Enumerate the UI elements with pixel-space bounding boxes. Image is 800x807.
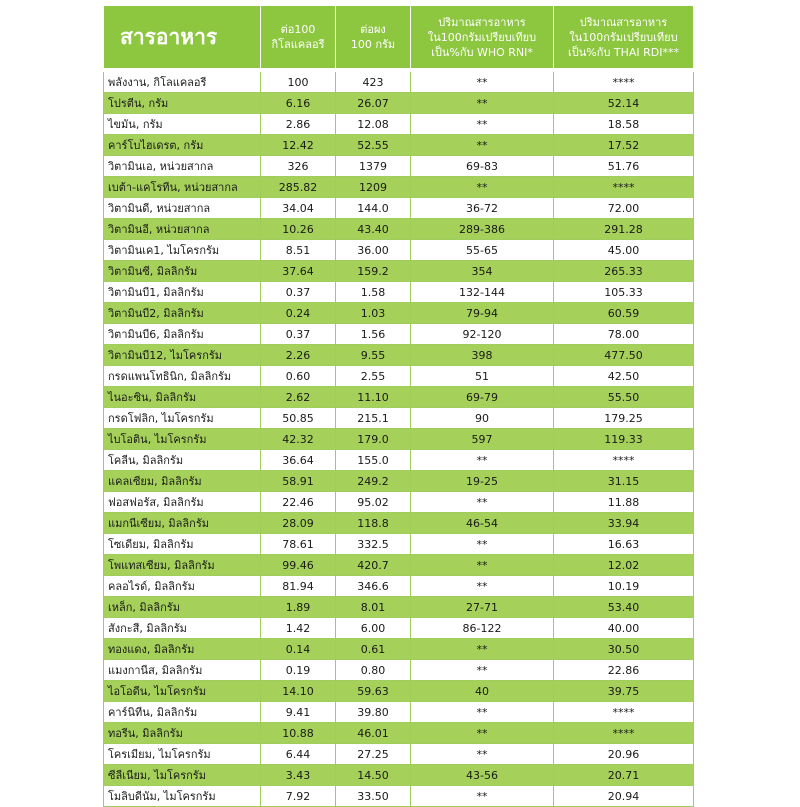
- cell-nutrient: โปรตีน, กรัม: [104, 93, 261, 114]
- cell-per-100-kcal: 2.26: [261, 345, 336, 366]
- cell-per-100-kcal: 22.46: [261, 492, 336, 513]
- cell-per-100-kcal: 12.42: [261, 135, 336, 156]
- cell-per-100g: 46.01: [336, 723, 411, 744]
- header-line: 100 กรัม: [350, 38, 396, 51]
- cell-thai-rdi: 11.88: [554, 492, 694, 513]
- cell-per-100g: 118.8: [336, 513, 411, 534]
- cell-nutrient: วิตามินดี, หน่วยสากล: [104, 198, 261, 219]
- cell-per-100g: 33.50: [336, 786, 411, 807]
- cell-who-rni: 69-83: [411, 156, 554, 177]
- cell-per-100-kcal: 9.41: [261, 702, 336, 723]
- cell-per-100-kcal: 36.64: [261, 450, 336, 471]
- cell-per-100g: 0.80: [336, 660, 411, 681]
- cell-per-100-kcal: 0.24: [261, 303, 336, 324]
- cell-thai-rdi: 105.33: [554, 282, 694, 303]
- cell-per-100g: 14.50: [336, 765, 411, 786]
- header-nutrient-label: สารอาหาร: [120, 24, 218, 49]
- cell-nutrient: ฟอสฟอรัส, มิลลิกรัม: [104, 492, 261, 513]
- header-who-rni: [411, 6, 554, 71]
- cell-who-rni: 398: [411, 345, 554, 366]
- table-row: [104, 723, 694, 744]
- cell-per-100-kcal: 58.91: [261, 471, 336, 492]
- cell-per-100-kcal: 28.09: [261, 513, 336, 534]
- cell-nutrient: ทองแดง, มิลลิกรัม: [104, 639, 261, 660]
- nutrition-table: [103, 5, 694, 807]
- header-line: ปริมาณสารอาหาร: [579, 15, 668, 29]
- cell-per-100-kcal: 0.60: [261, 366, 336, 387]
- table-row: [104, 555, 694, 576]
- cell-per-100g: 1379: [336, 156, 411, 177]
- cell-who-rni: 354: [411, 261, 554, 282]
- table-row: [104, 618, 694, 639]
- table-row: [104, 366, 694, 387]
- cell-thai-rdi: 18.58: [554, 114, 694, 135]
- table-row: [104, 471, 694, 492]
- cell-per-100g: 332.5: [336, 534, 411, 555]
- cell-who-rni: 46-54: [411, 513, 554, 534]
- header-line: ใน100กรัมเปรียบเทียบ: [427, 30, 537, 44]
- cell-per-100g: 27.25: [336, 744, 411, 765]
- cell-per-100g: 1209: [336, 177, 411, 198]
- cell-per-100-kcal: 42.32: [261, 429, 336, 450]
- cell-thai-rdi: 31.15: [554, 471, 694, 492]
- cell-per-100-kcal: 14.10: [261, 681, 336, 702]
- cell-per-100g: 346.6: [336, 576, 411, 597]
- table-row: [104, 240, 694, 261]
- cell-thai-rdi: 291.28: [554, 219, 694, 240]
- cell-per-100-kcal: 326: [261, 156, 336, 177]
- nutrition-table-container: [103, 5, 693, 807]
- header-per-100g-powder: [336, 6, 411, 71]
- cell-nutrient: โคลีน, มิลลิกรัม: [104, 450, 261, 471]
- cell-thai-rdi: 53.40: [554, 597, 694, 618]
- cell-who-rni: 55-65: [411, 240, 554, 261]
- cell-per-100g: 6.00: [336, 618, 411, 639]
- cell-thai-rdi: 20.96: [554, 744, 694, 765]
- cell-who-rni: **: [411, 744, 554, 765]
- table-row: [104, 219, 694, 240]
- cell-per-100-kcal: 2.86: [261, 114, 336, 135]
- cell-who-rni: 90: [411, 408, 554, 429]
- cell-thai-rdi: 12.02: [554, 555, 694, 576]
- cell-nutrient: วิตามินบี6, มิลลิกรัม: [104, 324, 261, 345]
- cell-who-rni: 132-144: [411, 282, 554, 303]
- cell-nutrient: โมลิบดีนัม, ไมโครกรัม: [104, 786, 261, 807]
- cell-thai-rdi: 45.00: [554, 240, 694, 261]
- table-row: [104, 261, 694, 282]
- cell-per-100-kcal: 2.62: [261, 387, 336, 408]
- cell-who-rni: **: [411, 70, 554, 93]
- table-row: [104, 576, 694, 597]
- cell-per-100g: 8.01: [336, 597, 411, 618]
- cell-per-100-kcal: 10.26: [261, 219, 336, 240]
- table-row: [104, 765, 694, 786]
- cell-per-100g: 59.63: [336, 681, 411, 702]
- cell-per-100g: 159.2: [336, 261, 411, 282]
- table-row: [104, 135, 694, 156]
- cell-thai-rdi: 22.86: [554, 660, 694, 681]
- cell-per-100-kcal: 7.92: [261, 786, 336, 807]
- cell-nutrient: เบต้า-แคโรทีน, หน่วยสากล: [104, 177, 261, 198]
- cell-per-100g: 1.58: [336, 282, 411, 303]
- cell-thai-rdi: 40.00: [554, 618, 694, 639]
- cell-thai-rdi: 33.94: [554, 513, 694, 534]
- cell-thai-rdi: 119.33: [554, 429, 694, 450]
- cell-nutrient: ไนอะซิน, มิลลิกรัม: [104, 387, 261, 408]
- cell-who-rni: 36-72: [411, 198, 554, 219]
- table-row: [104, 345, 694, 366]
- cell-nutrient: กรดแพนโทธินิก, มิลลิกรัม: [104, 366, 261, 387]
- cell-nutrient: คาร์นิทีน, มิลลิกรัม: [104, 702, 261, 723]
- header-row: [104, 6, 694, 71]
- header-nutrient: [104, 6, 261, 71]
- cell-per-100-kcal: 81.94: [261, 576, 336, 597]
- cell-per-100-kcal: 285.82: [261, 177, 336, 198]
- table-row: [104, 114, 694, 135]
- cell-per-100-kcal: 37.64: [261, 261, 336, 282]
- cell-thai-rdi: 42.50: [554, 366, 694, 387]
- cell-per-100-kcal: 0.37: [261, 324, 336, 345]
- cell-per-100g: 9.55: [336, 345, 411, 366]
- table-row: [104, 681, 694, 702]
- cell-who-rni: 69-79: [411, 387, 554, 408]
- cell-per-100g: 12.08: [336, 114, 411, 135]
- cell-per-100-kcal: 6.44: [261, 744, 336, 765]
- table-row: [104, 450, 694, 471]
- cell-who-rni: **: [411, 93, 554, 114]
- cell-thai-rdi: 39.75: [554, 681, 694, 702]
- table-row: [104, 513, 694, 534]
- cell-thai-rdi: 20.71: [554, 765, 694, 786]
- header-thai-rdi: [554, 6, 694, 71]
- table-row: [104, 324, 694, 345]
- cell-thai-rdi: 30.50: [554, 639, 694, 660]
- cell-per-100-kcal: 78.61: [261, 534, 336, 555]
- cell-nutrient: ไขมัน, กรัม: [104, 114, 261, 135]
- cell-nutrient: พลังงาน, กิโลแคลอรี: [104, 70, 261, 93]
- cell-per-100g: 420.7: [336, 555, 411, 576]
- cell-per-100-kcal: 100: [261, 70, 336, 93]
- cell-per-100g: 26.07: [336, 93, 411, 114]
- cell-who-rni: 92-120: [411, 324, 554, 345]
- cell-nutrient: โซเดียม, มิลลิกรัม: [104, 534, 261, 555]
- cell-who-rni: 43-56: [411, 765, 554, 786]
- cell-thai-rdi: 20.94: [554, 786, 694, 807]
- cell-nutrient: วิตามินเอ, หน่วยสากล: [104, 156, 261, 177]
- cell-per-100g: 155.0: [336, 450, 411, 471]
- table-row: [104, 303, 694, 324]
- table-row: [104, 387, 694, 408]
- cell-thai-rdi: 60.59: [554, 303, 694, 324]
- cell-who-rni: **: [411, 555, 554, 576]
- cell-thai-rdi: 179.25: [554, 408, 694, 429]
- cell-per-100-kcal: 99.46: [261, 555, 336, 576]
- cell-per-100g: 11.10: [336, 387, 411, 408]
- cell-nutrient: โพแทสเซียม, มิลลิกรัม: [104, 555, 261, 576]
- cell-nutrient: ซีลีเนียม, ไมโครกรัม: [104, 765, 261, 786]
- cell-who-rni: **: [411, 114, 554, 135]
- table-row: [104, 198, 694, 219]
- cell-per-100g: 423: [336, 70, 411, 93]
- cell-thai-rdi: 52.14: [554, 93, 694, 114]
- cell-thai-rdi: 55.50: [554, 387, 694, 408]
- cell-thai-rdi: 477.50: [554, 345, 694, 366]
- cell-who-rni: 597: [411, 429, 554, 450]
- cell-per-100g: 1.03: [336, 303, 411, 324]
- table-row: [104, 70, 694, 93]
- cell-per-100-kcal: 10.88: [261, 723, 336, 744]
- table-body: [104, 70, 694, 807]
- table-row: [104, 492, 694, 513]
- cell-who-rni: **: [411, 576, 554, 597]
- header-line: กิโลแคลอรี: [271, 38, 325, 51]
- cell-per-100-kcal: 50.85: [261, 408, 336, 429]
- cell-per-100-kcal: 0.19: [261, 660, 336, 681]
- cell-per-100-kcal: 1.89: [261, 597, 336, 618]
- cell-thai-rdi: ****: [554, 723, 694, 744]
- table-row: [104, 429, 694, 450]
- cell-per-100g: 179.0: [336, 429, 411, 450]
- cell-nutrient: แมกนีเซียม, มิลลิกรัม: [104, 513, 261, 534]
- cell-who-rni: **: [411, 702, 554, 723]
- cell-who-rni: 86-122: [411, 618, 554, 639]
- cell-nutrient: วิตามินบี1, มิลลิกรัม: [104, 282, 261, 303]
- header-per-100-kcal: [261, 6, 336, 71]
- cell-who-rni: **: [411, 135, 554, 156]
- cell-nutrient: วิตามินซี, มิลลิกรัม: [104, 261, 261, 282]
- cell-per-100g: 43.40: [336, 219, 411, 240]
- cell-who-rni: 19-25: [411, 471, 554, 492]
- table-row: [104, 534, 694, 555]
- cell-nutrient: วิตามินอี, หน่วยสากล: [104, 219, 261, 240]
- header-line: ปริมาณสารอาหาร: [438, 15, 526, 29]
- table-row: [104, 639, 694, 660]
- cell-nutrient: คาร์โบไฮเดรต, กรัม: [104, 135, 261, 156]
- cell-who-rni: **: [411, 450, 554, 471]
- cell-nutrient: โครเมียม, ไมโครกรัม: [104, 744, 261, 765]
- cell-nutrient: ไอโอดีน, ไมโครกรัม: [104, 681, 261, 702]
- cell-per-100-kcal: 0.14: [261, 639, 336, 660]
- cell-per-100g: 52.55: [336, 135, 411, 156]
- table-row: [104, 408, 694, 429]
- table-row: [104, 660, 694, 681]
- header-line: เป็น%กับ THAI RDI***: [568, 45, 679, 59]
- table-row: [104, 93, 694, 114]
- cell-nutrient: ทอรีน, มิลลิกรัม: [104, 723, 261, 744]
- cell-who-rni: **: [411, 492, 554, 513]
- cell-nutrient: ไบโอติน, ไมโครกรัม: [104, 429, 261, 450]
- header-line: เป็น%กับ WHO RNI*: [431, 45, 533, 59]
- cell-thai-rdi: ****: [554, 177, 694, 198]
- cell-thai-rdi: 78.00: [554, 324, 694, 345]
- cell-thai-rdi: 10.19: [554, 576, 694, 597]
- cell-thai-rdi: 51.76: [554, 156, 694, 177]
- cell-per-100g: 144.0: [336, 198, 411, 219]
- cell-nutrient: วิตามินบี12, ไมโครกรัม: [104, 345, 261, 366]
- table-row: [104, 702, 694, 723]
- cell-per-100g: 36.00: [336, 240, 411, 261]
- header-line: ต่อ100: [280, 23, 316, 36]
- cell-per-100-kcal: 6.16: [261, 93, 336, 114]
- cell-per-100-kcal: 8.51: [261, 240, 336, 261]
- table-row: [104, 786, 694, 807]
- table-row: [104, 744, 694, 765]
- cell-per-100g: 2.55: [336, 366, 411, 387]
- table-row: [104, 597, 694, 618]
- cell-per-100g: 95.02: [336, 492, 411, 513]
- cell-thai-rdi: 265.33: [554, 261, 694, 282]
- cell-nutrient: วิตามินเค1, ไมโครกรัม: [104, 240, 261, 261]
- table-row: [104, 156, 694, 177]
- cell-per-100-kcal: 34.04: [261, 198, 336, 219]
- cell-per-100-kcal: 0.37: [261, 282, 336, 303]
- cell-per-100g: 249.2: [336, 471, 411, 492]
- cell-who-rni: **: [411, 177, 554, 198]
- cell-per-100g: 0.61: [336, 639, 411, 660]
- cell-nutrient: วิตามินบี2, มิลลิกรัม: [104, 303, 261, 324]
- cell-who-rni: 51: [411, 366, 554, 387]
- header-line: ใน100กรัมเปรียบเทียบ: [569, 30, 678, 44]
- cell-thai-rdi: ****: [554, 70, 694, 93]
- cell-who-rni: **: [411, 639, 554, 660]
- header-line: ต่อผง: [360, 23, 386, 36]
- cell-per-100g: 1.56: [336, 324, 411, 345]
- cell-thai-rdi: 17.52: [554, 135, 694, 156]
- cell-who-rni: 289-386: [411, 219, 554, 240]
- table-row: [104, 282, 694, 303]
- cell-per-100g: 39.80: [336, 702, 411, 723]
- table-row: [104, 177, 694, 198]
- cell-nutrient: แคลเซียม, มิลลิกรัม: [104, 471, 261, 492]
- cell-nutrient: แมงกานีส, มิลลิกรัม: [104, 660, 261, 681]
- cell-who-rni: **: [411, 660, 554, 681]
- cell-nutrient: กรดโฟลิก, ไมโครกรัม: [104, 408, 261, 429]
- cell-per-100-kcal: 1.42: [261, 618, 336, 639]
- cell-nutrient: เหล็ก, มิลลิกรัม: [104, 597, 261, 618]
- cell-nutrient: คลอไรด์, มิลลิกรัม: [104, 576, 261, 597]
- cell-thai-rdi: ****: [554, 702, 694, 723]
- cell-who-rni: **: [411, 534, 554, 555]
- cell-thai-rdi: 16.63: [554, 534, 694, 555]
- cell-per-100g: 215.1: [336, 408, 411, 429]
- cell-who-rni: **: [411, 723, 554, 744]
- cell-who-rni: 27-71: [411, 597, 554, 618]
- cell-who-rni: 79-94: [411, 303, 554, 324]
- cell-who-rni: **: [411, 786, 554, 807]
- cell-thai-rdi: 72.00: [554, 198, 694, 219]
- cell-nutrient: สังกะสี, มิลลิกรัม: [104, 618, 261, 639]
- cell-who-rni: 40: [411, 681, 554, 702]
- cell-per-100-kcal: 3.43: [261, 765, 336, 786]
- cell-thai-rdi: ****: [554, 450, 694, 471]
